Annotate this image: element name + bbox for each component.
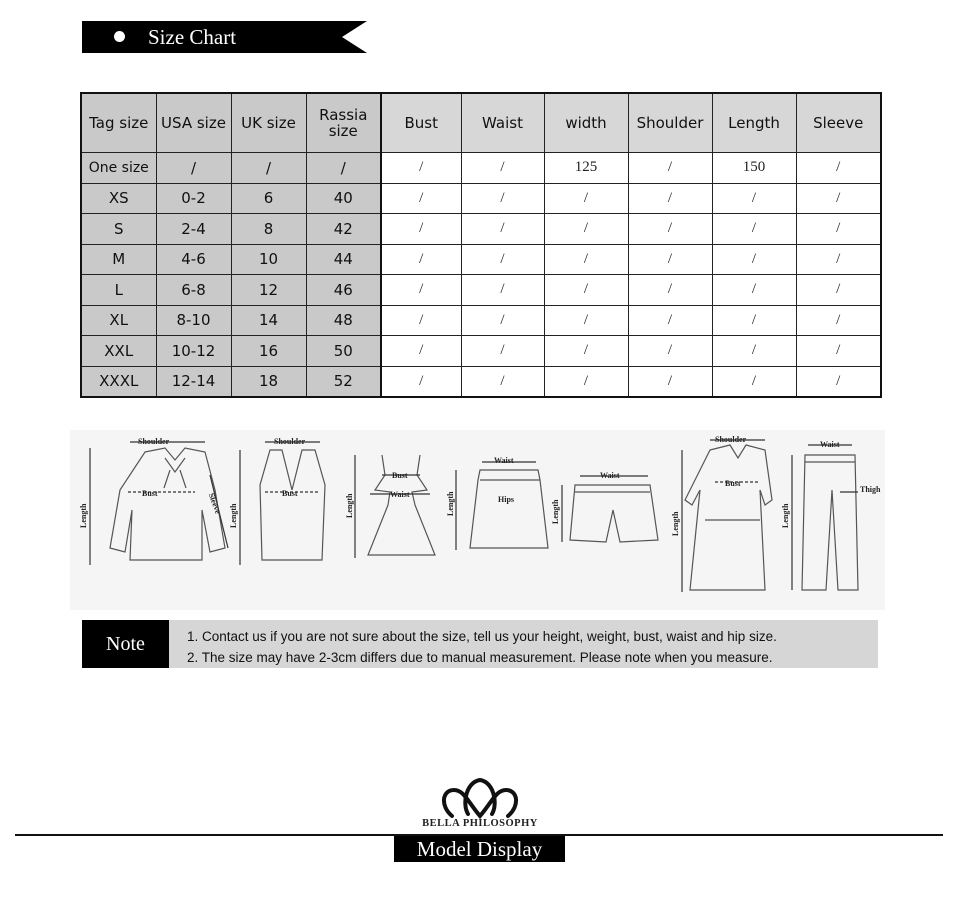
table-cell: / [712, 183, 796, 214]
table-cell: M [81, 244, 156, 275]
table-cell: / [712, 244, 796, 275]
model-display-heading: Model Display [394, 836, 565, 862]
table-cell: One size [81, 153, 156, 184]
label-length-4: Length [446, 491, 455, 516]
table-cell: 18 [231, 366, 306, 397]
blouse-illustration [79, 437, 228, 565]
table-cell: / [461, 183, 544, 214]
table-cell: / [381, 153, 461, 184]
table-cell: 42 [306, 214, 381, 245]
table-cell: 12-14 [156, 366, 231, 397]
header-bust: Bust [381, 93, 461, 153]
label-shoulder-6: Shoulder [715, 435, 747, 444]
label-length-6: Length [671, 511, 680, 536]
label-waist-3: Waist [390, 490, 410, 499]
table-cell: 10-12 [156, 336, 231, 367]
table-cell: / [381, 336, 461, 367]
label-waist-4: Waist [494, 456, 514, 465]
table-cell: / [461, 366, 544, 397]
label-waist-5: Waist [600, 471, 620, 480]
table-cell: / [628, 336, 712, 367]
label-bust-3: Bust [392, 471, 408, 480]
table-cell: / [461, 214, 544, 245]
table-cell: / [231, 153, 306, 184]
header-sleeve: Sleeve [796, 93, 881, 153]
table-cell: / [712, 305, 796, 336]
table-cell: 12 [231, 275, 306, 306]
table-cell: / [381, 366, 461, 397]
skirt-illustration [446, 456, 548, 550]
header-shoulder: Shoulder [628, 93, 712, 153]
table-cell: / [628, 366, 712, 397]
label-length-5: Length [551, 499, 560, 524]
table-cell: / [544, 275, 628, 306]
table-cell: / [628, 183, 712, 214]
label-bust-2: Bust [282, 489, 298, 498]
table-cell: 150 [712, 153, 796, 184]
shorts-illustration [551, 471, 658, 542]
table-cell: / [796, 366, 881, 397]
table-cell: 40 [306, 183, 381, 214]
header-uk-size: UK size [231, 93, 306, 153]
table-cell: / [306, 153, 381, 184]
label-length-7: Length [781, 503, 790, 528]
table-cell: / [712, 366, 796, 397]
label-length-3: Length [345, 493, 354, 518]
label-length-2: Length [229, 503, 238, 528]
table-cell: / [628, 305, 712, 336]
table-cell: 6 [231, 183, 306, 214]
table-cell: 2-4 [156, 214, 231, 245]
label-bust-6: Bust [725, 479, 741, 488]
table-cell: / [712, 214, 796, 245]
note-line-2: 2. The size may have 2-3cm differs due to manual measurement. Please note when you measure. [187, 650, 773, 665]
table-cell: 14 [231, 305, 306, 336]
table-cell: / [461, 153, 544, 184]
table-header-row [81, 93, 881, 153]
size-chart-title: Size Chart [148, 25, 237, 49]
table-row [81, 336, 881, 367]
table-cell: / [381, 275, 461, 306]
table-cell: 10 [231, 244, 306, 275]
table-cell: / [712, 275, 796, 306]
note-label: Note [82, 620, 169, 668]
table-cell: / [544, 214, 628, 245]
size-chart-banner [82, 21, 367, 53]
table-cell: / [461, 244, 544, 275]
table-row [81, 366, 881, 397]
table-row [81, 153, 881, 184]
table-cell: / [796, 244, 881, 275]
header-width: width [544, 93, 628, 153]
brand-name: BELLA PHILOSOPHY [422, 818, 538, 829]
table-cell: 44 [306, 244, 381, 275]
table-cell: / [381, 305, 461, 336]
table-cell: 0-2 [156, 183, 231, 214]
table-row [81, 183, 881, 214]
label-sleeve-1: Sleeve [206, 491, 223, 515]
table-cell: / [544, 336, 628, 367]
table-cell: / [628, 214, 712, 245]
header-rassia-size: Rassia size [306, 93, 381, 153]
table-cell: / [628, 244, 712, 275]
table-cell: / [461, 305, 544, 336]
label-waist-7: Waist [820, 440, 840, 449]
label-hips-4: Hips [498, 495, 515, 504]
table-cell: / [544, 366, 628, 397]
table-cell: 48 [306, 305, 381, 336]
label-shoulder-1: Shoulder [138, 437, 170, 446]
table-cell: / [381, 214, 461, 245]
size-chart-table [80, 92, 882, 398]
label-thigh-7: Thigh [860, 485, 881, 494]
label-shoulder-2: Shoulder [274, 437, 306, 446]
table-cell: / [796, 214, 881, 245]
table-row [81, 305, 881, 336]
trousers-illustration [781, 440, 881, 590]
table-cell: / [461, 336, 544, 367]
table-cell: / [628, 153, 712, 184]
table-row [81, 214, 881, 245]
table-cell: / [381, 183, 461, 214]
table-cell: 125 [544, 153, 628, 184]
table-cell: 6-8 [156, 275, 231, 306]
header-usa-size: USA size [156, 93, 231, 153]
table-cell: / [544, 183, 628, 214]
table-cell: / [381, 244, 461, 275]
table-cell: / [461, 275, 544, 306]
table-row [81, 244, 881, 275]
header-waist: Waist [461, 93, 544, 153]
label-length-1: Length [79, 503, 88, 528]
coat-dress-illustration [671, 435, 772, 592]
bullet-dot-icon [114, 31, 125, 42]
note-text [187, 626, 777, 668]
table-cell: 46 [306, 275, 381, 306]
table-cell: XL [81, 305, 156, 336]
header-tag-size: Tag size [81, 93, 156, 153]
tank-top-illustration [229, 437, 325, 565]
table-row [81, 275, 881, 306]
table-cell: L [81, 275, 156, 306]
table-cell: 16 [231, 336, 306, 367]
table-cell: / [796, 183, 881, 214]
table-cell: / [796, 153, 881, 184]
table-cell: XXL [81, 336, 156, 367]
table-cell: 50 [306, 336, 381, 367]
table-cell: 4-6 [156, 244, 231, 275]
table-cell: XXXL [81, 366, 156, 397]
table-cell: / [628, 275, 712, 306]
table-cell: / [544, 305, 628, 336]
table-cell: / [156, 153, 231, 184]
header-length: Length [712, 93, 796, 153]
table-cell: / [796, 275, 881, 306]
note-box [82, 620, 878, 668]
measurement-illustrations [70, 430, 885, 610]
table-cell: / [796, 336, 881, 367]
table-cell: 8-10 [156, 305, 231, 336]
table-cell: / [712, 336, 796, 367]
table-cell: 8 [231, 214, 306, 245]
table-cell: 52 [306, 366, 381, 397]
label-bust-1: Bust [142, 489, 158, 498]
table-cell: XS [81, 183, 156, 214]
note-line-1: 1. Contact us if you are not sure about the size, tell us your height, weight, bust, waist and hip size. [187, 629, 777, 644]
table-cell: S [81, 214, 156, 245]
table-cell: / [544, 244, 628, 275]
table-cell: / [796, 305, 881, 336]
dress-illustration [345, 455, 435, 558]
